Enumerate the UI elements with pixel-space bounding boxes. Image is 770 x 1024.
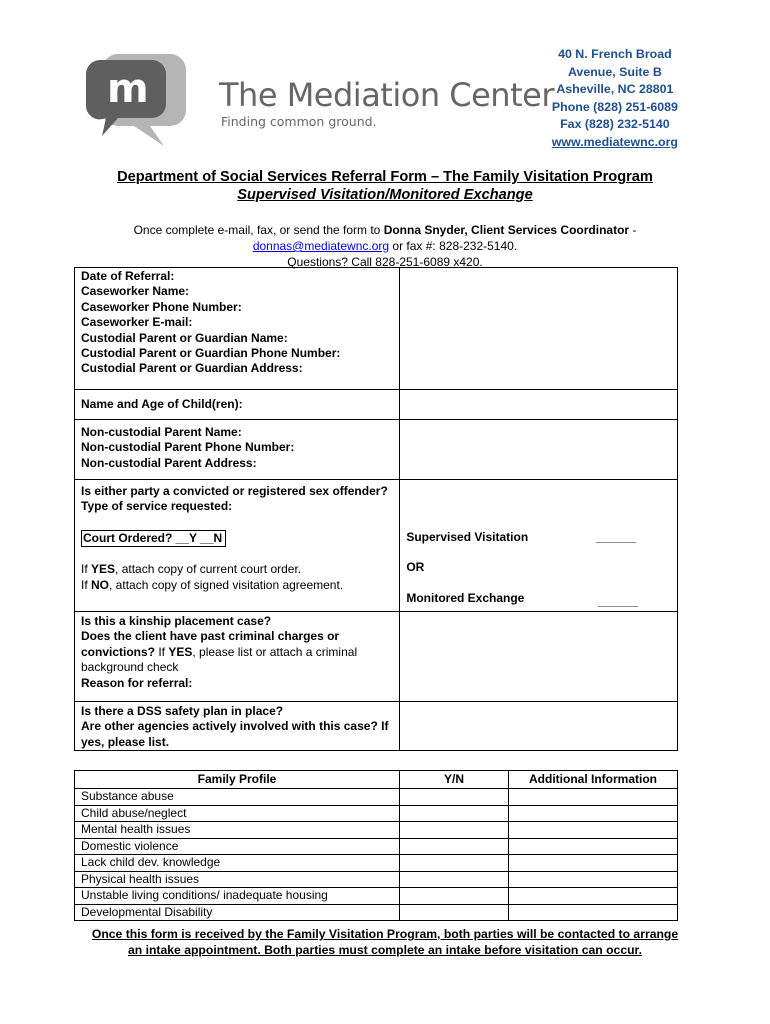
or-label: OR <box>406 560 425 575</box>
court-ordered-checkbox[interactable]: Court Ordered? __Y __N <box>81 530 226 547</box>
field-label: Caseworker Phone Number: <box>81 299 242 314</box>
field-label: Custodial Parent or Guardian Name: <box>81 330 288 345</box>
supervised-blank: ______ <box>595 530 636 544</box>
speech-bubble-logo-icon <box>80 50 210 150</box>
field-label: Custodial Parent or Guardian Address: <box>81 361 303 376</box>
info-cell[interactable] <box>509 822 678 839</box>
offender-question: Is either party a convicted or registered sex offender? <box>81 484 388 498</box>
address-line: 40 N. French Broad <box>558 47 672 61</box>
child-input[interactable] <box>400 390 678 420</box>
table-row: Domestic violence <box>75 838 678 855</box>
info-cell[interactable] <box>509 805 678 822</box>
table-row: Substance abuse <box>75 789 678 806</box>
info-cell[interactable] <box>509 838 678 855</box>
info-cell[interactable] <box>509 904 678 921</box>
address-line: Asheville, NC 28801 <box>556 82 674 97</box>
logo <box>80 50 554 150</box>
agencies-question: Are other agencies actively involved with this case? If yes, please list. <box>81 719 389 749</box>
table-row: Unstable living conditions/ inadequate housing <box>75 888 678 905</box>
dss-cell <box>75 702 400 751</box>
field-label: Non-custodial Parent Phone Number: <box>81 440 295 455</box>
field-label: Non-custodial Parent Name: <box>81 425 242 439</box>
intro-prefix: Once complete e-mail, fax, or send the form to <box>133 223 384 237</box>
fax-line: Fax (828) 232-5140 <box>560 117 670 132</box>
form-title <box>0 168 770 204</box>
table-row: Child abuse/neglect <box>75 805 678 822</box>
table-row: Developmental Disability <box>75 904 678 921</box>
field-label: Custodial Parent or Guardian Phone Number: <box>81 346 341 361</box>
intro-dash: - <box>629 223 637 237</box>
service-type-label: Type of service requested: <box>81 499 233 514</box>
info-cell[interactable] <box>509 789 678 806</box>
referral-form-table <box>74 267 678 751</box>
dss-plan-question: Is there a DSS safety plan in place? <box>81 704 284 718</box>
yn-cell[interactable] <box>400 888 509 905</box>
intro-text <box>0 222 770 270</box>
fax-text: or fax #: 828-232-5140. <box>389 239 518 253</box>
tagline: Finding common ground. <box>221 114 377 129</box>
address-block <box>552 46 678 152</box>
group2-input[interactable] <box>400 420 678 480</box>
dss-input[interactable] <box>400 702 678 751</box>
reason-label: Reason for referral: <box>81 675 193 690</box>
group1-input[interactable] <box>400 268 678 390</box>
monitored-option[interactable]: Monitored Exchange ______ <box>406 590 638 608</box>
phone-line: Phone (828) 251-6089 <box>551 99 678 114</box>
org-name: The Mediation Center <box>219 76 554 114</box>
footer-line1: Once this form is received by the Family Visitation Program, both parties will be contacted to arrange <box>91 927 679 941</box>
yn-cell[interactable] <box>400 789 509 806</box>
kinship-question: Is this a kinship placement case? <box>81 614 272 628</box>
info-cell[interactable] <box>509 888 678 905</box>
criminal-question: Does the client have past criminal charges or convictions? If YES, please list or attach a criminal background check <box>81 629 358 675</box>
yn-cell[interactable] <box>400 805 509 822</box>
table-row: Mental health issues <box>75 822 678 839</box>
yn-cell[interactable] <box>400 838 509 855</box>
service-cell <box>75 480 400 612</box>
title-line2: Supervised Visitation/Monitored Exchange <box>237 187 533 203</box>
title-line1: Department of Social Services Referral Form – The Family Visitation Program <box>117 169 653 185</box>
footer-note <box>0 926 770 958</box>
address-line: Avenue, Suite B <box>567 64 662 79</box>
group1-labels <box>75 268 400 390</box>
if-yes-note: If YES, attach copy of current court order. <box>81 562 302 577</box>
col-header: Additional Information <box>509 771 678 789</box>
field-label: Caseworker E-mail: <box>81 315 193 330</box>
service-options <box>400 480 678 612</box>
field-label: Non-custodial Parent Address: <box>81 455 257 470</box>
questions-line: Questions? Call 828-251-6089 x420. <box>287 255 483 269</box>
family-profile-table <box>74 770 678 921</box>
monitored-blank: ______ <box>597 593 638 608</box>
website-link[interactable]: www.mediatewnc.org <box>551 134 678 149</box>
email-link[interactable]: donnas@mediatewnc.org <box>252 239 390 253</box>
if-no-note: If NO, attach copy of signed visitation agreement. <box>81 577 344 592</box>
child-label: Name and Age of Child(ren): <box>75 390 400 420</box>
field-label: Date of Referral: <box>81 269 175 283</box>
yn-cell[interactable] <box>400 904 509 921</box>
criminal-cell <box>75 612 400 702</box>
info-cell[interactable] <box>509 871 678 888</box>
criminal-input[interactable] <box>400 612 678 702</box>
table-row: Physical health issues <box>75 871 678 888</box>
yn-cell[interactable] <box>400 822 509 839</box>
col-header: Family Profile <box>75 771 400 789</box>
group2-labels <box>75 420 400 480</box>
table-row: Lack child dev. knowledge <box>75 855 678 872</box>
yn-cell[interactable] <box>400 855 509 872</box>
field-label: Caseworker Name: <box>81 284 190 299</box>
col-header: Y/N <box>400 771 509 789</box>
yn-cell[interactable] <box>400 871 509 888</box>
svg-text:m: m <box>107 66 149 112</box>
footer-line2: an intake appointment. Both parties must complete an intake before visitation can occur. <box>127 943 643 957</box>
contact-name: Donna Snyder, Client Services Coordinator <box>383 223 630 237</box>
info-cell[interactable] <box>509 855 678 872</box>
supervised-option[interactable]: Supervised Visitation ______ <box>406 530 636 544</box>
